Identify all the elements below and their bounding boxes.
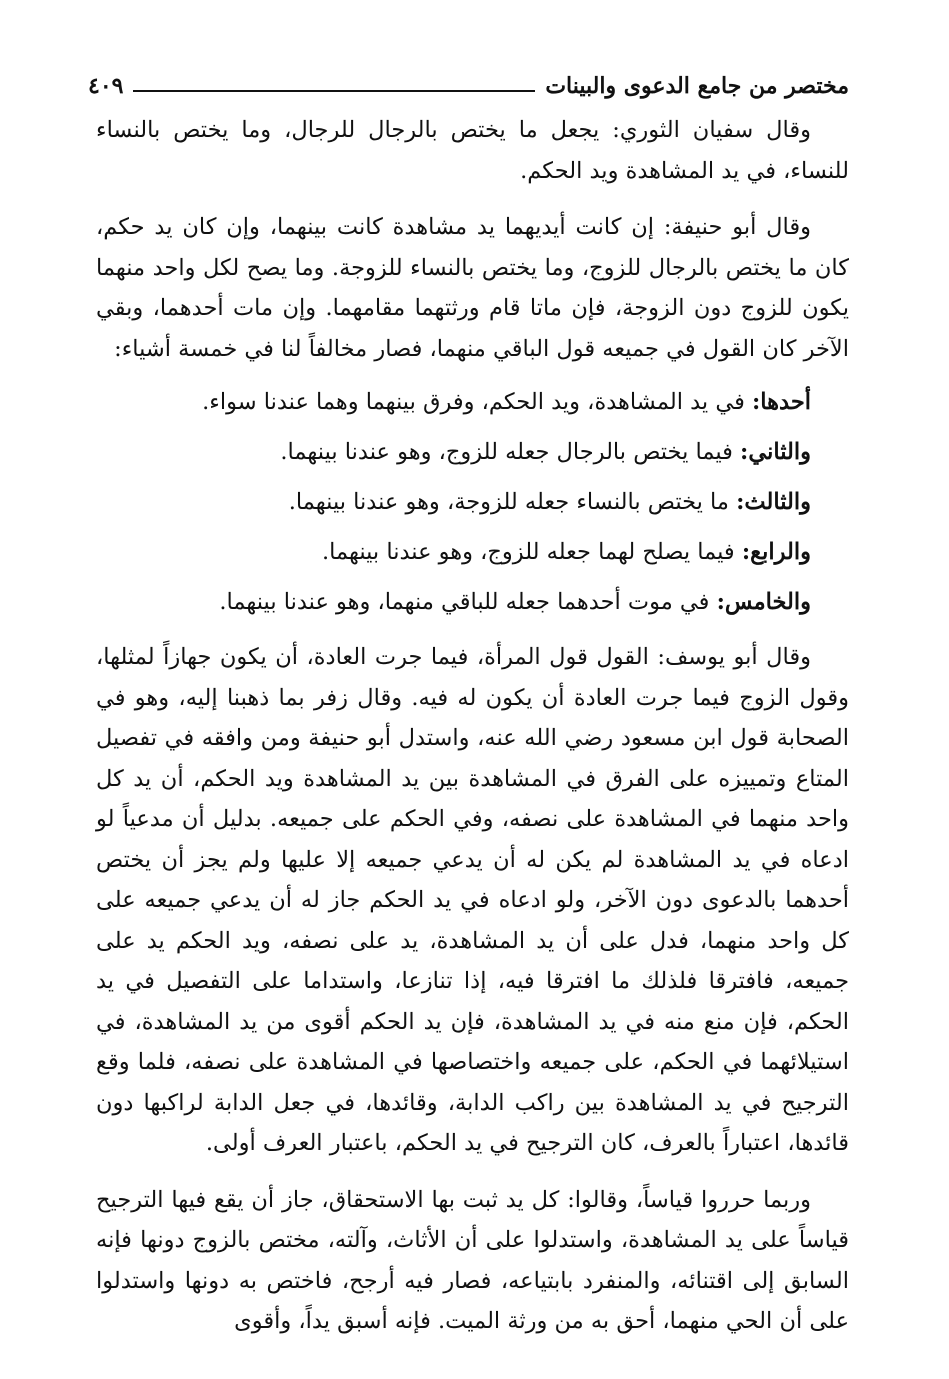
list-item-text: فيما يصلح لهما جعله للزوج، وهو عندنا بينهما. [321,539,742,565]
list-item [96,577,849,627]
list-item-label: أحدها: [752,389,811,415]
paragraph-qiyas: وربما حرروا قياساً، وقالوا: كل يد ثبت بها الاستحقاق، جاز أن يقع فيها الترجيح قياساً على يد المشاهدة، واستدلوا على أن الأثاث، وآلته، مختص بالزوج دونها فإنه السابق إلى اقتنائه، والمنفرد بابتياعه، فصار فيه أرجح، فاختص به دونها واستدلوا على أن الحي منهما، أحق به من ورثة الميت. فإنه أسبق يداً، وأقوى [96,1186,849,1334]
differences-list [96,377,849,627]
list-item [96,527,849,577]
list-item-label: والرابع: [741,539,811,565]
list-item-label: والخامس: [716,589,811,615]
list-item [96,427,849,477]
list-item-text: في يد المشاهدة، ويد الحكم، وفرق بينهما وهما عندنا سواء. [202,389,752,415]
paragraph-abu-hanifa: وقال أبو حنيفة: إن كانت أيديهما يد مشاهدة كانت بينهما، وإن كان يد حكم، كان ما يختص بالرجال للزوج، وما يختص بالنساء للزوجة. وما يصح لكل واحد منهما يكون للزوج دون الزوجة، فإن ماتا قام ورثتهما مقامهما. وإن مات أحدهما، وبقي الآخر كان القول في جميعه قول الباقي منهما، فصار مخالفاً لنا في خمسة أشياء: [96,214,849,362]
paragraph-sufyan: وقال سفيان الثوري: يجعل ما يختص بالرجال للرجال، وما يختص بالنساء للنساء، في يد المشاهدة ويد الحكم. [96,117,849,184]
paragraph-abu-yusuf: وقال أبو يوسف: القول قول المرأة، فيما جرت العادة، أن يكون جهازاً لمثلها، وقول الزوج فيما جرت العادة أن يكون له فيه. وقال زفر بما ذهبنا إليه، وهو في الصحابة قول ابن مسعود رضي الله عنه، واستدل أبو حنيفة ومن وافقه في تفصيل المتاع وتمييزه على الفرق في المشاهدة بين يد المشاهدة ويد الحكم، أن يد كل واحد منهما في المشاهدة على نصفه، وفي الحكم على جميعه. بدليل أن مدعياً لو ادعاه في يد المشاهدة لم يكن له أن يدعي جميعه إلا عليها ولم يجز أن يختص أحدهما بالدعوى دون الآخر، ولو ادعاه في يد الحكم جاز له أن يدعي جميعه على كل واحد منهما، فدل على أن يد المشاهدة، يد على نصفه، ويد الحكم يد على جميعه، فافترقا فلذلك ما افترقا فيه، إذا تنازعا، واستداما على التفصيل في يد الحكم، فإن منع منه في يد المشاهدة، فإن يد الحكم أقوى من يد المشاهدة، في استيلائهما في الحكم، على جميعه واختصاصها في المشاهدة على نصفه، فلما وقع الترجيح في يد المشاهدة بين راكب الدابة، وقائدها، في جعل الدابة لراكبها دون قائدها، اعتباراً بالعرف، كان الترجيح في يد الحكم، باعتبار العرف أولى. [96,644,849,1156]
list-item [96,477,849,527]
list-item-label: والثالث: [736,489,811,515]
running-title: مختصر من جامع الدعوى والبينات [545,73,849,99]
list-item-text: فيما يختص بالرجال جعله للزوج، وهو عندنا بينهما. [280,439,741,465]
list-item-text: في موت أحدهما جعله للباقي منهما، وهو عندنا بينهما. [219,589,717,615]
list-item [96,377,849,427]
header-rule [133,90,535,92]
page-header [88,66,849,106]
list-item-text: ما يختص بالنساء جعله للزوجة، وهو عندنا بينهما. [288,489,737,515]
page-body [96,110,849,1342]
page-number: ٤٠٩ [88,73,124,99]
list-item-label: والثاني: [740,439,811,465]
